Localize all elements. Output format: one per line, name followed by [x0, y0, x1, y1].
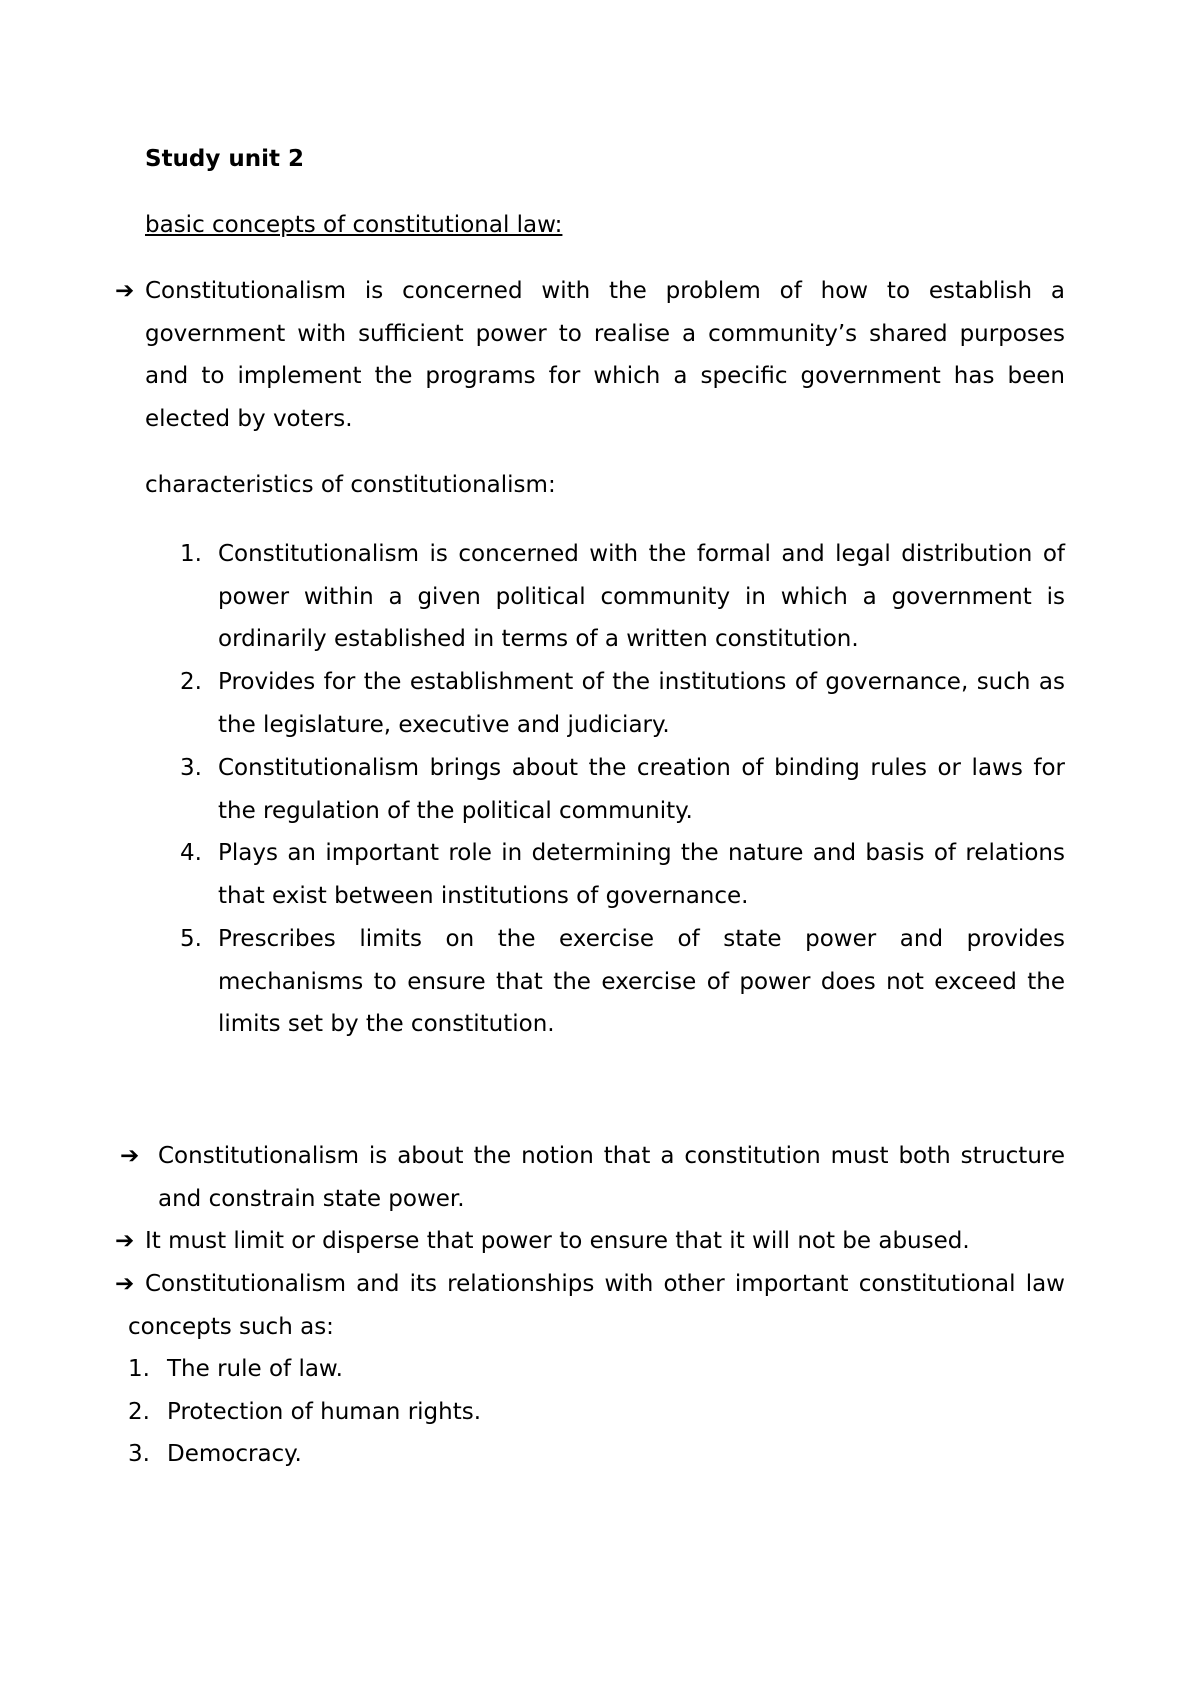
arrow-bullet-icon: ➔: [115, 1271, 135, 1297]
arrow-bullet-icon: ➔: [115, 278, 135, 304]
list-item-number: 1.: [128, 1356, 150, 1382]
list-item-number: 4.: [180, 840, 202, 866]
list-item: Democracy.: [167, 1441, 302, 1467]
list-item: Provides for the establishment of the institutions of governance, such as the legislature, executive and judiciary.: [218, 669, 1065, 738]
list-item: Protection of human rights.: [167, 1399, 482, 1425]
list-item: The rule of law.: [167, 1356, 343, 1382]
intro-paragraph: [145, 270, 1065, 440]
list-item: Plays an important role in determining the nature and basis of relations that exist between institutions of governance.: [218, 840, 1065, 909]
list-item-number: 2.: [128, 1399, 150, 1425]
arrow-bullet-icon: ➔: [120, 1143, 140, 1169]
list-item: Constitutionalism is concerned with the formal and legal distribution of power within a given political community in which a government is ordinarily established in terms of a written constitution.: [218, 541, 1065, 652]
intro-text: Constitutionalism is concerned with the problem of how to establish a government with sufficient power to realise a community’s shared purposes and to implement the programs for which a specific government has been elected by voters.: [145, 278, 1065, 432]
bullet-paragraph: It must limit or disperse that power to ensure that it will not be abused.: [145, 1228, 970, 1254]
bullet-paragraph: Constitutionalism is about the notion that a constitution must both structure and constrain state power.: [158, 1143, 1065, 1212]
document-title: Study unit 2: [145, 146, 305, 172]
list-item-number: 1.: [180, 541, 202, 567]
bullet-paragraph: Constitutionalism and its relationships with other important constitutional law concepts such as:: [128, 1271, 1065, 1340]
document-subtitle: basic concepts of constitutional law:: [145, 212, 563, 238]
list-item: Prescribes limits on the exercise of state power and provides mechanisms to ensure that the exercise of power does not exceed the limits set by the constitution.: [218, 926, 1065, 1037]
list-item: Constitutionalism brings about the creation of binding rules or laws for the regulation of the political community.: [218, 755, 1065, 824]
arrow-bullet-icon: ➔: [115, 1228, 135, 1254]
list-item-number: 3.: [128, 1441, 150, 1467]
list-item-number: 3.: [180, 755, 202, 781]
list-item-number: 5.: [180, 926, 202, 952]
list-item-number: 2.: [180, 669, 202, 695]
characteristics-heading: characteristics of constitutionalism:: [145, 472, 556, 498]
